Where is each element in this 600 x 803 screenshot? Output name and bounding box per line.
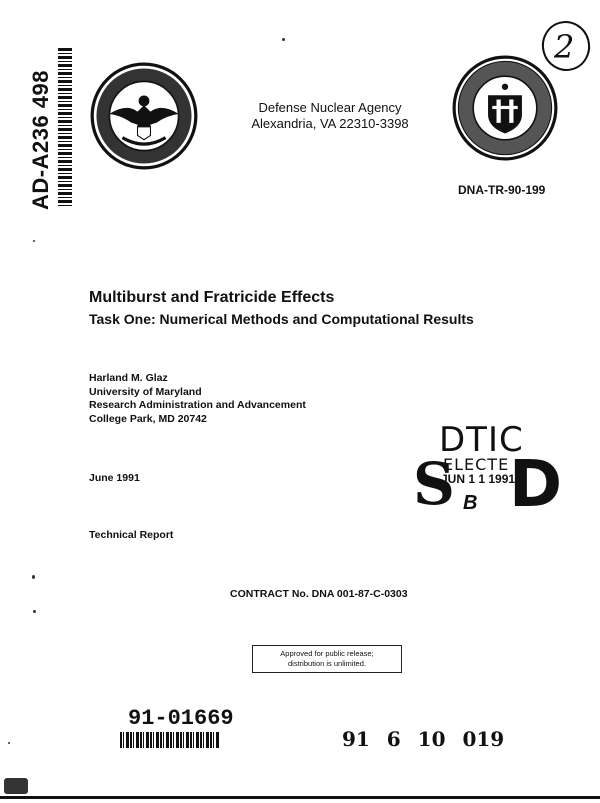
report-number: DNA-TR-90-199	[458, 183, 546, 197]
agency-name: Defense Nuclear Agency	[258, 100, 402, 115]
stamp-date: JUN 1 1 1991	[441, 472, 516, 486]
report-type: Technical Report	[89, 529, 174, 541]
report-subtitle: Task One: Numerical Methods and Computational Results	[89, 311, 474, 327]
agency-block	[230, 100, 430, 132]
stamp-letter-s: S	[413, 450, 455, 518]
author-institution: University of Maryland	[89, 385, 202, 398]
contract-number: CONTRACT No. DNA 001-87-C-0303	[230, 588, 408, 600]
author-name: Harland M. Glaz	[89, 372, 168, 384]
date-code: 91 6 10 019	[342, 727, 505, 751]
report-date: June 1991	[89, 472, 140, 484]
author-location: College Park, MD 20742	[89, 412, 207, 425]
accession-code: 91-01669	[128, 706, 234, 731]
approval-box	[252, 645, 402, 673]
agency-address: Alexandria, VA 22310-3398	[251, 116, 409, 131]
scan-speck	[33, 610, 36, 613]
author-department: Research Administration and Advancement	[89, 399, 306, 411]
stamp-letter-b: B	[463, 492, 478, 514]
accession-barcode	[120, 732, 220, 748]
approval-line-1: Approved for public release;	[280, 649, 374, 658]
electe-word: ELECTE	[443, 455, 510, 474]
stamp-letter-d: D	[509, 448, 563, 522]
scan-speck	[32, 575, 35, 579]
side-barcode	[58, 48, 72, 208]
side-accession-block	[28, 48, 68, 208]
dtic-word: DTIC	[439, 420, 524, 460]
dod-seal-icon	[90, 62, 198, 170]
bottom-rule	[0, 796, 600, 799]
scan-speck	[33, 240, 35, 242]
report-title: Multiburst and Fratricide Effects	[89, 289, 335, 306]
dtic-stamp	[405, 420, 563, 522]
scan-smudge	[4, 778, 28, 794]
side-accession-number: AD-A236 498	[28, 69, 53, 210]
approval-line-2: distribution is unlimited.	[288, 659, 366, 668]
author-block	[89, 372, 306, 426]
handwritten-mark-text: 2	[554, 28, 575, 66]
handwritten-mark-icon	[540, 18, 592, 74]
scan-speck	[8, 742, 10, 744]
scan-speck	[282, 38, 285, 41]
